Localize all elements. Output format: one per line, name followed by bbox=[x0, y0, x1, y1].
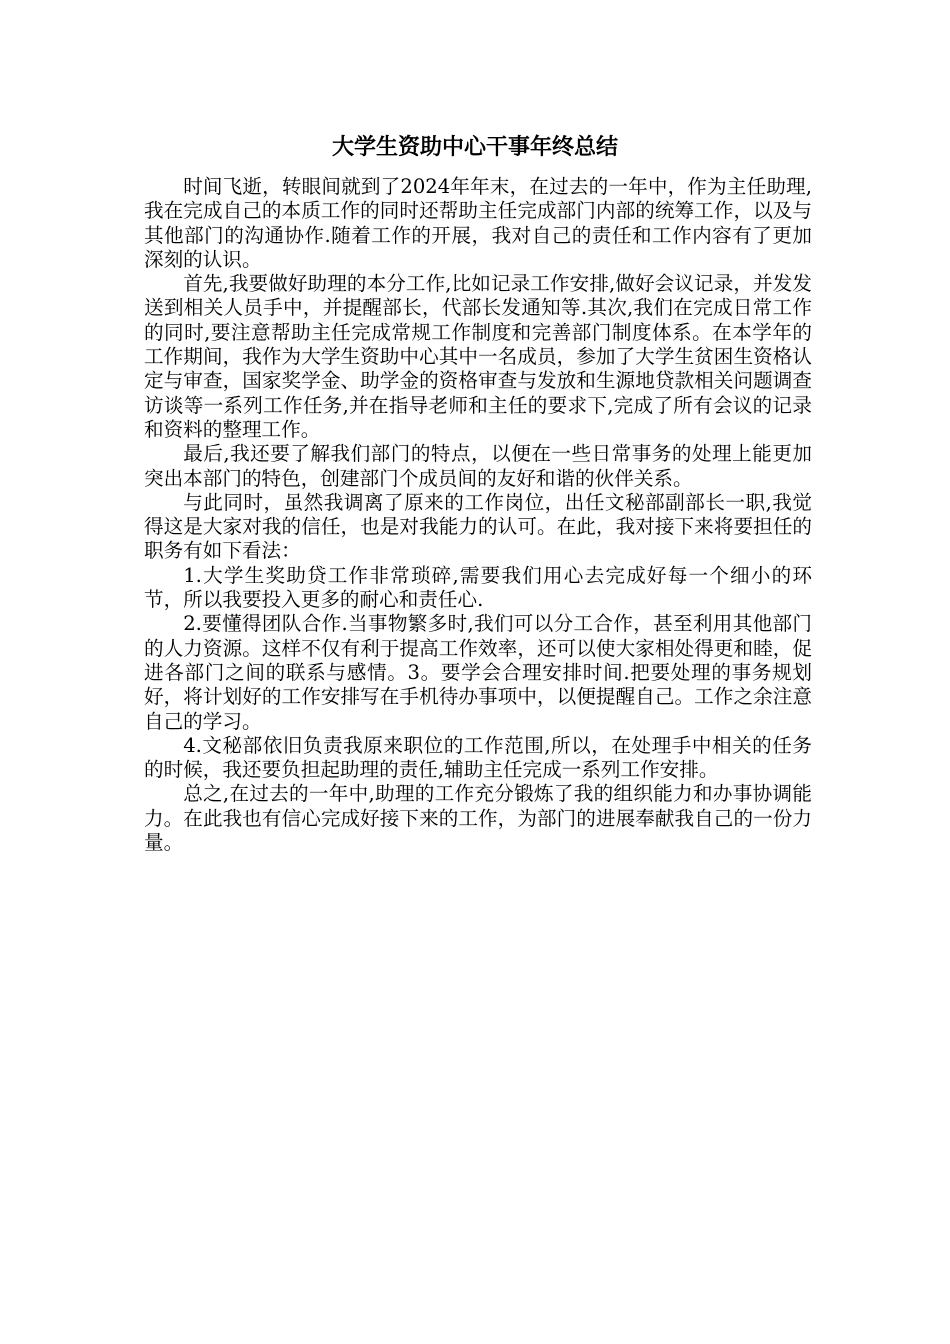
document-title: 大学生资助中心干事年终总结 bbox=[331, 135, 618, 160]
paragraph-intro: 时间飞逝，转眼间就到了2024年年末，在过去的一年中，作为主任助理,我在完成自己的本质工作的同时还帮助主任完成部门内部的统筹工作，以及与其他部门的沟通协作.随着工作的开展，我对自己的责任和工作内容有了更加深刻的认识。 bbox=[144, 175, 812, 271]
paragraph-point-4: 4.文秘部依旧负责我原来职位的工作范围,所以，在处理手中相关的任务的时候，我还要负担起助理的责任,辅助主任完成一系列工作安排。 bbox=[144, 733, 812, 782]
paragraph-new-role: 与此同时，虽然我调离了原来的工作岗位，出任文秘部副部长一职,我觉得这是大家对我的信任，也是对我能力的认可。在此，我对接下来将要担任的职务有如下看法： bbox=[144, 490, 812, 563]
paragraph-conclusion: 总之,在过去的一年中,助理的工作充分锻炼了我的组织能力和办事协调能力。在此我也有信心完成好接下来的工作，为部门的进展奉献我自己的一份力量。 bbox=[144, 782, 812, 855]
paragraph-department-features: 最后,我还要了解我们部门的特点，以便在一些日常事务的处理上能更加突出本部门的特色，创建部门个成员间的友好和谐的伙伴关系。 bbox=[144, 442, 812, 490]
document-body bbox=[144, 175, 812, 855]
paragraph-first-duty: 首先,我要做好助理的本分工作,比如记录工作安排,做好会议记录，并发发送到相关人员手中，并提醒部长，代部长发通知等.其次,我们在完成日常工作的同时,要注意帮助主任完成常规工作制度和完善部门制度体系。在本学年的工作期间，我作为大学生资助中心其中一名成员，参加了大学生贫困生资格认定与审查，国家奖学金、助学金的资格审查与发放和生源地贷款相关问题调查访谈等一系列工作任务,并在指导老师和主任的要求下,完成了所有会议的记录和资料的整理工作。 bbox=[144, 272, 812, 441]
paragraph-point-2-3: 2.要懂得团队合作.当事物繁多时,我们可以分工合作，甚至利用其他部门的人力资源。这样不仅有利于提高工作效率，还可以使大家相处得更和睦，促进各部门之间的联系与感情。3。要学会合理安排时间.把要处理的事务规划好，将计划好的工作安排写在手机待办事项中，以便提醒自己。工作之余注意自己的学习。 bbox=[144, 612, 812, 733]
paragraph-point-1: 1.大学生奖助贷工作非常琐碎,需要我们用心去完成好每一个细小的环节，所以我要投入更多的耐心和责任心. bbox=[144, 563, 812, 612]
